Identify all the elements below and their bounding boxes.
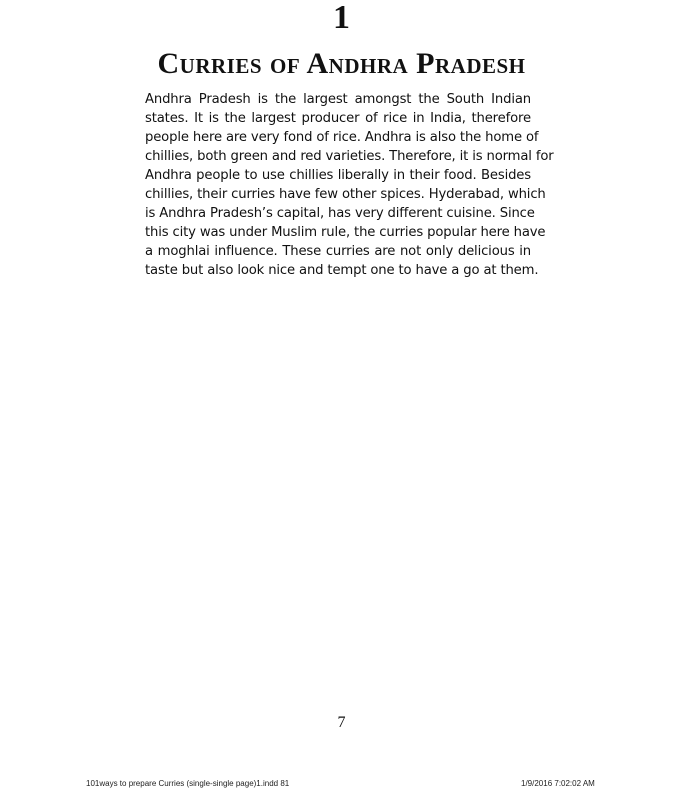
print-slug-timestamp: 1/9/2016 7:02:02 AM	[521, 779, 595, 788]
page-number: 7	[337, 714, 346, 731]
body-line: people here are very fond of rice. Andhra is also the home of	[145, 130, 539, 145]
chapter-number: 1	[333, 0, 350, 36]
body-line: Andhra Pradesh is the largest amongst the South Indian	[145, 92, 531, 107]
body-paragraph	[145, 90, 554, 280]
body-line: chillies, both green and red varieties. Therefore, it is normal for	[145, 149, 554, 164]
body-line: states. It is the largest producer of rice in India, therefore	[145, 111, 531, 126]
chapter-title: Curries of Andhra Pradesh	[157, 47, 526, 80]
body-line: is Andhra Pradesh’s capital, has very different cuisine. Since	[145, 206, 535, 221]
body-line: Andhra people to use chillies liberally in their food. Besides	[145, 168, 531, 183]
print-slug-filename: 101ways to prepare Curries (single-single page)1.indd 81	[86, 779, 290, 788]
body-line: chillies, their curries have few other spices. Hyderabad, which	[145, 187, 546, 202]
body-line: taste but also look nice and tempt one to have a go at them.	[145, 263, 539, 278]
body-line: a moghlai influence. These curries are not only delicious in	[145, 244, 531, 259]
body-line: this city was under Muslim rule, the curries popular here have	[145, 225, 546, 240]
